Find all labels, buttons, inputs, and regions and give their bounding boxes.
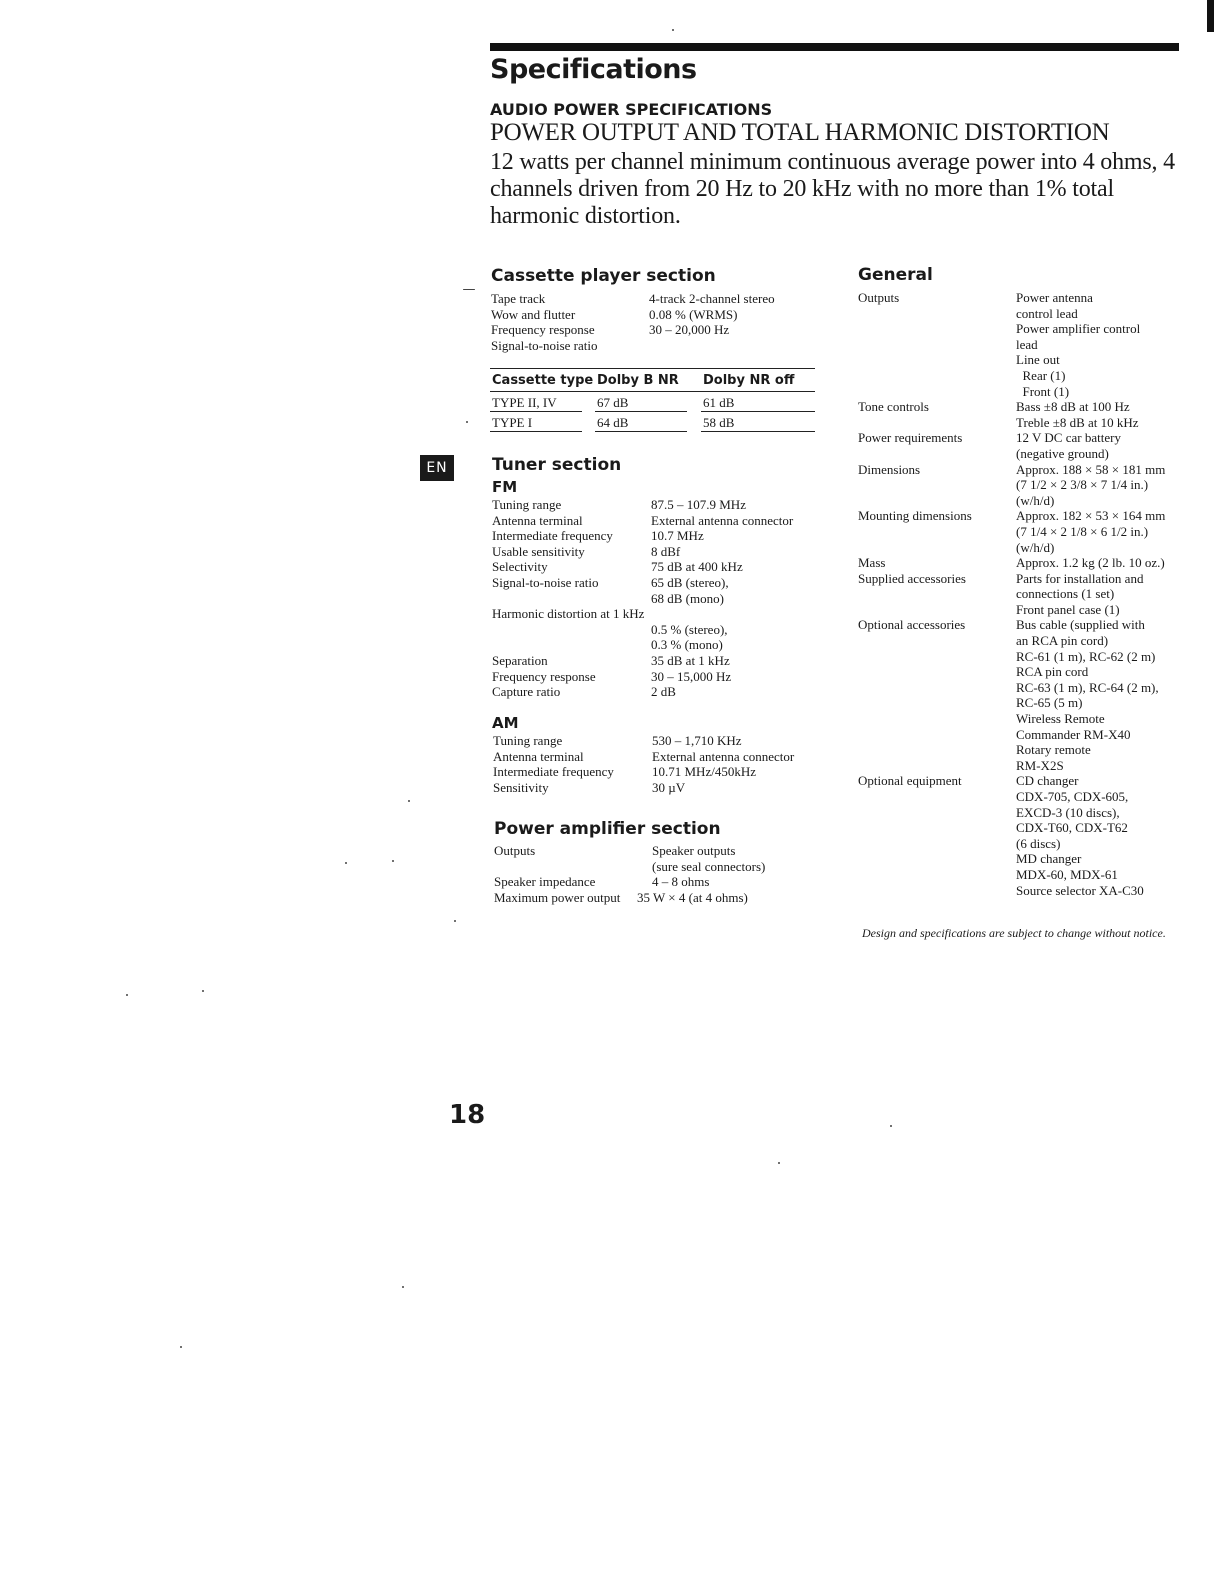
spec-row: connections (1 set) [1016, 586, 1115, 602]
spec-row: (w/h/d) [1016, 539, 1055, 555]
fm-spec-list [492, 497, 832, 700]
spec-row: Antenna terminal External antenna connector [493, 748, 795, 764]
spec-row: Harmonic distortion at 1 kHz [492, 606, 645, 622]
spec-row: Signal-to-noise ratio [491, 337, 598, 353]
spec-row: RC-65 (5 m) [1016, 695, 1083, 711]
spec-row: Optional equipment CD changer [858, 773, 1079, 789]
spec-row: (sure seal connectors) [652, 858, 766, 874]
table-header: Cassette type Dolby B NR Dolby NR off [490, 368, 815, 392]
spec-row: Rear (1) [1016, 367, 1066, 383]
spec-row: Frequency response 30 – 20,000 Hz [491, 322, 730, 338]
spec-row: Mass Approx. 1.2 kg (2 lb. 10 oz.) [858, 555, 1165, 571]
spec-row: Outputs Power antenna [858, 290, 1093, 305]
spec-row: (7 1/4 × 2 1/8 × 6 1/2 in.) [1016, 523, 1149, 539]
spec-row: Intermediate frequency 10.7 MHz [492, 528, 704, 544]
spec-row: lead [1016, 336, 1038, 352]
spec-row: Treble ±8 dB at 10 kHz [1016, 414, 1139, 430]
spec-row: CDX-T60, CDX-T62 [1016, 820, 1128, 836]
spec-row: 0.3 % (mono) [651, 637, 723, 653]
spec-row: RC-63 (1 m), RC-64 (2 m), [1016, 679, 1159, 695]
spec-row: (6 discs) [1016, 835, 1061, 851]
tuner-section-title: Tuner section [492, 455, 622, 475]
general-section-title: General [858, 265, 933, 285]
spec-row: Speaker impedance 4 – 8 ohms [494, 874, 710, 890]
table-row: TYPE I 64 dB 58 dB [490, 412, 815, 432]
spec-row: 68 dB (mono) [651, 590, 724, 606]
spec-row: Separation 35 dB at 1 kHz [492, 652, 730, 668]
spec-row: an RCA pin cord) [1016, 633, 1109, 649]
spec-row: Optional accessories Bus cable (supplied with [858, 617, 1145, 633]
am-spec-list [493, 733, 833, 795]
amplifier-spec-list [494, 843, 834, 905]
spec-row: MDX-60, MDX-61 [1016, 866, 1118, 882]
language-badge: EN [420, 455, 454, 481]
spec-row: Tape track 4-track 2-channel stereo [491, 291, 775, 306]
spec-row: Front (1) [1016, 383, 1070, 399]
spec-row: Wow and flutter 0.08 % (WRMS) [491, 306, 738, 322]
spec-row: RC-61 (1 m), RC-62 (2 m) [1016, 648, 1156, 664]
page-title: Specifications [490, 54, 697, 85]
spec-row: RCA pin cord [1016, 664, 1089, 680]
spec-row: Tone controls Bass ±8 dB at 100 Hz [858, 399, 1130, 415]
general-spec-list [858, 290, 1198, 898]
spec-row: Frequency response 30 – 15,000 Hz [492, 668, 732, 684]
spec-row: Maximum power output 35 W × 4 (at 4 ohms) [494, 889, 748, 905]
edge-tab-mark [1207, 0, 1214, 32]
top-rule [490, 43, 1179, 51]
spec-row: Commander RM-X40 [1016, 726, 1131, 742]
spec-row: Line out [1016, 352, 1060, 368]
table-row: TYPE II, IV 67 dB 61 dB [490, 392, 815, 412]
spec-row: Selectivity 75 dB at 400 kHz [492, 559, 743, 575]
dolby-table [490, 368, 815, 432]
cassette-spec-list [491, 291, 831, 353]
spec-row: Source selector XA-C30 [1016, 882, 1144, 898]
spec-row: Dimensions Approx. 188 × 58 × 181 mm [858, 461, 1166, 477]
footnote: Design and specifications are subject to change without notice. [862, 926, 1166, 940]
spec-row: Sensitivity 30 µV [493, 779, 686, 795]
spec-row: Wireless Remote [1016, 711, 1105, 727]
spec-row: control lead [1016, 305, 1078, 321]
spec-row: Tuning range 530 – 1,710 KHz [493, 733, 742, 748]
page-number: 18 [449, 1100, 486, 1130]
spec-row: Capture ratio 2 dB [492, 684, 676, 700]
spec-row: (w/h/d) [1016, 492, 1055, 508]
amplifier-section-title: Power amplifier section [494, 819, 721, 839]
spec-row: RM-X2S [1016, 757, 1064, 773]
spec-row: Power requirements 12 V DC car battery [858, 430, 1121, 446]
spec-row: Mounting dimensions Approx. 182 × 53 × 164 mm [858, 508, 1166, 524]
spec-row: MD changer [1016, 851, 1082, 867]
power-output-statement: 12 watts per channel minimum continuous average power into 4 ohms, 4 channels driven from 20 Hz to 20 kHz with no more than 1% total harmonic distortion. [490, 149, 1175, 229]
spec-row: EXCD-3 (10 discs), [1016, 804, 1120, 820]
spec-row: (7 1/2 × 2 3/8 × 7 1/4 in.) [1016, 477, 1149, 493]
spec-row: Intermediate frequency 10.71 MHz/450kHz [493, 764, 756, 780]
spec-row: Power amplifier control [1016, 321, 1141, 337]
spec-row: Front panel case (1) [1016, 601, 1120, 617]
spec-row: CDX-705, CDX-605, [1016, 789, 1129, 804]
spec-row: 0.5 % (stereo), [651, 621, 728, 637]
spec-row: Tuning range 87.5 – 107.9 MHz [492, 497, 746, 512]
cassette-section-title: Cassette player section [491, 266, 716, 286]
spec-row: Rotary remote [1016, 742, 1091, 758]
spec-row: (negative ground) [1016, 445, 1109, 461]
power-output-heading: POWER OUTPUT AND TOTAL HARMONIC DISTORTION [490, 119, 1110, 146]
spec-row: Outputs Speaker outputs [494, 843, 736, 858]
spec-row: Supplied accessories Parts for installation and [858, 570, 1144, 586]
fm-label: FM [492, 478, 518, 496]
audio-power-heading: AUDIO POWER SPECIFICATIONS [490, 100, 773, 119]
spec-row: Antenna terminal External antenna connector [492, 512, 794, 528]
am-label: AM [492, 714, 519, 732]
spec-row: Signal-to-noise ratio 65 dB (stereo), [492, 574, 729, 590]
spec-row: Usable sensitivity 8 dBf [492, 543, 681, 559]
